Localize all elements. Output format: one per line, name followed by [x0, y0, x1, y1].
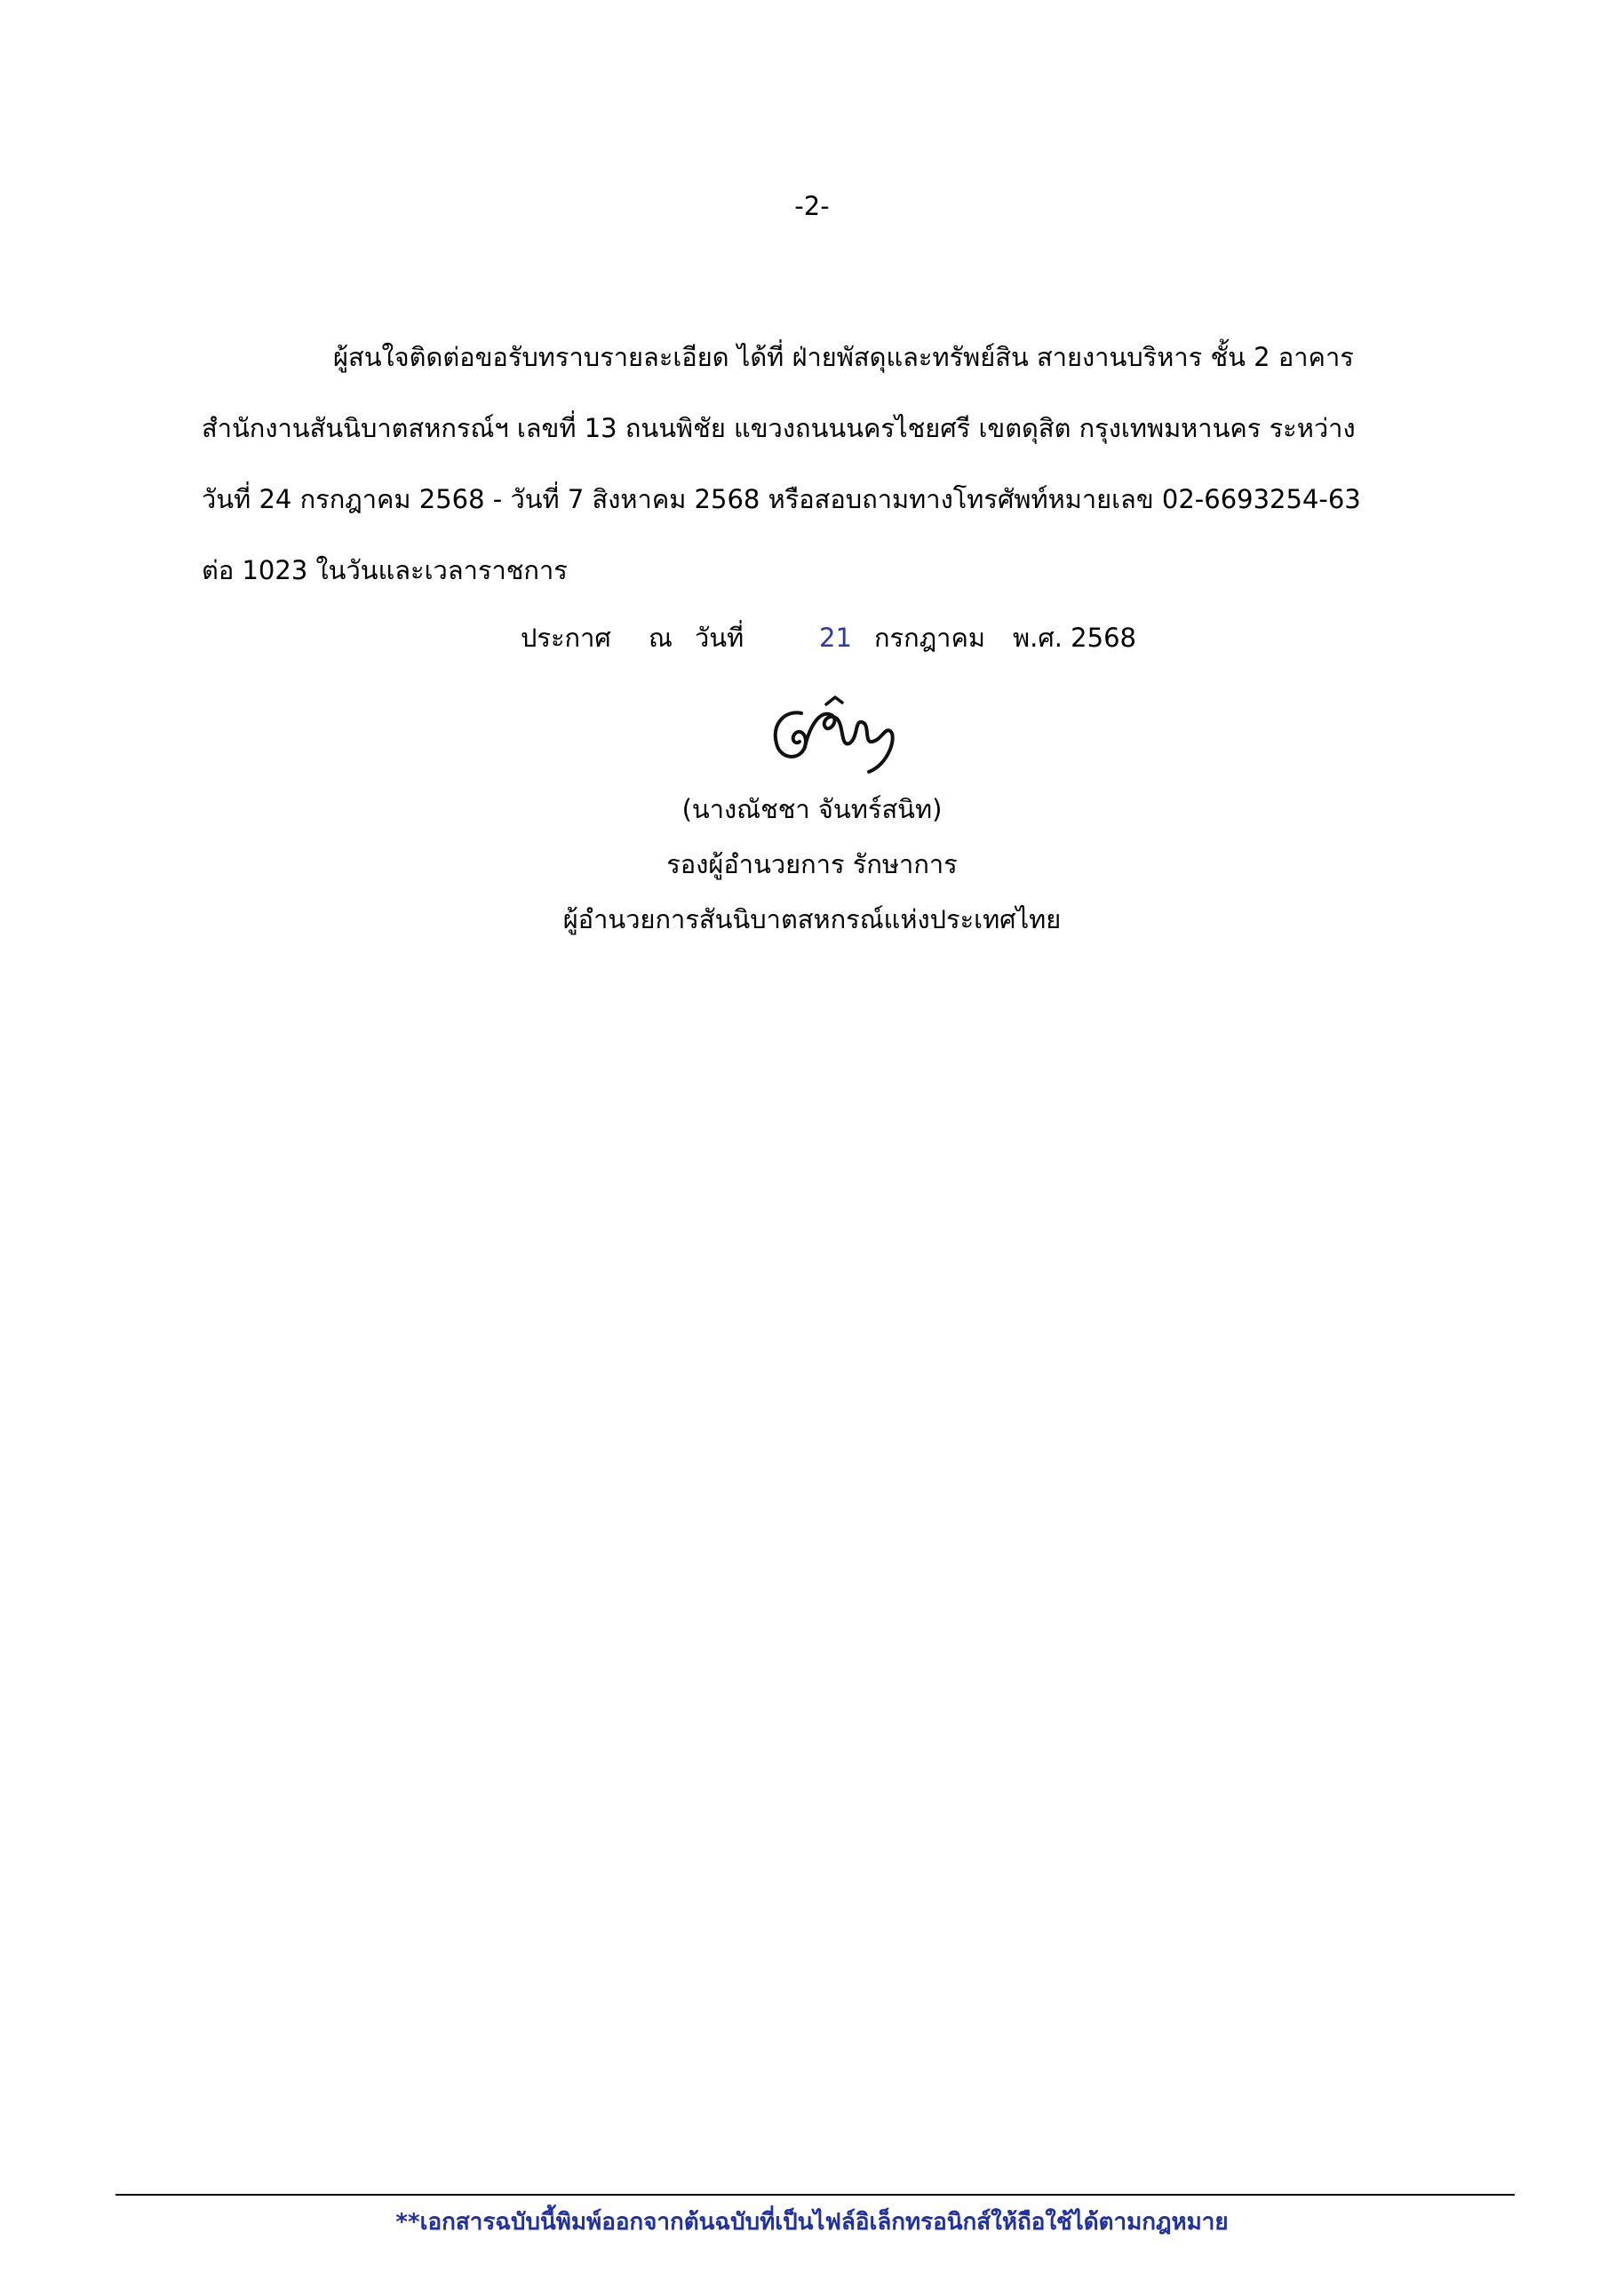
announcement-day: 21	[819, 623, 852, 653]
page-number: -2-	[794, 191, 830, 221]
signatory-position-1: รองผู้อำนวยการ รักษาการ	[666, 849, 958, 879]
announcement-at: ณ	[649, 623, 673, 653]
handwritten-signature	[764, 688, 906, 777]
signatory-name: (นางณัชชา จันทร์สนิท)	[681, 794, 943, 824]
announcement-year: พ.ศ. 2568	[1013, 623, 1136, 653]
body-line-2: สำนักงานสันนิบาตสหกรณ์ฯ เลขที่ 13 ถนนพิชัย แขวงถนนนครไชยศรี เขตดุสิต กรุงเทพมหานคร ระหว่าง	[202, 413, 1356, 443]
announcement-date-word: วันที่	[695, 623, 744, 653]
announcement-prefix: ประกาศ	[521, 623, 611, 653]
body-line-4: ต่อ 1023 ในวันและเวลาราชการ	[202, 555, 568, 585]
body-line-3: วันที่ 24 กรกฎาคม 2568 - วันที่ 7 สิงหาคม 2568 หรือสอบถามทางโทรศัพท์หมายเลข 02-6693254-63	[202, 484, 1361, 514]
body-line-1: ผู้สนใจติดต่อขอรับทราบรายละเอียด ได้ที่ ฝ่ายพัสดุและทรัพย์สิน สายงานบริหาร ชั้น 2 อาคาร	[333, 342, 1354, 372]
footer-divider	[115, 2194, 1515, 2196]
announcement-month: กรกฎาคม	[874, 623, 985, 653]
footer-note: **เอกสารฉบับนี้พิมพ์ออกจากต้นฉบับที่เป็นไฟล์อิเล็กทรอนิกส์ให้ถือใช้ได้ตามกฎหมาย	[395, 2209, 1229, 2236]
signatory-position-2: ผู้อำนวยการสันนิบาตสหกรณ์แห่งประเทศไทย	[562, 904, 1062, 934]
signatory-block	[0, 782, 1624, 947]
